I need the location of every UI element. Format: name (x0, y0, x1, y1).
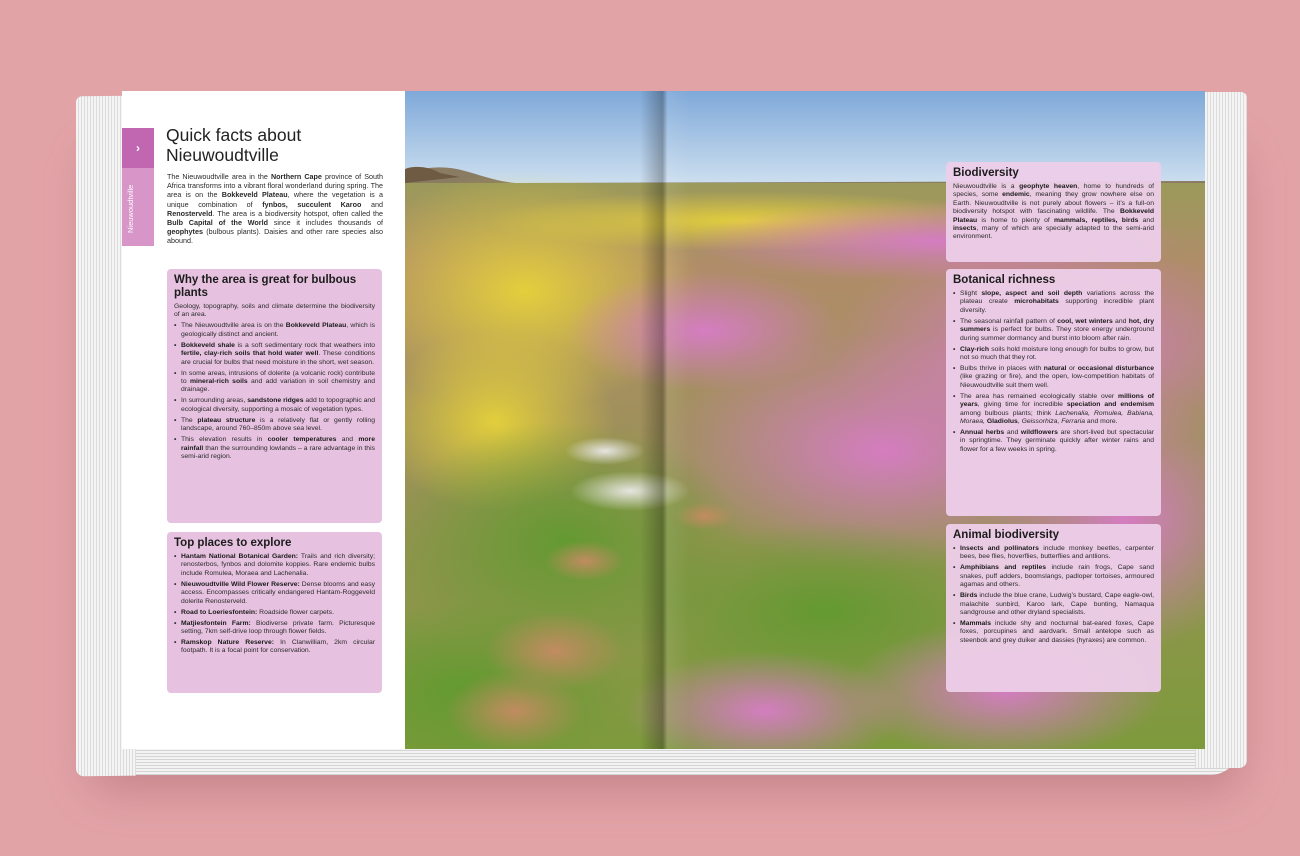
text-run: and add variation in soil chemistry and drainage. (181, 378, 376, 394)
top-places-list (174, 553, 375, 656)
text-run: is a relatively flat or gently rolling landscape, around 760–850m above sea level. (181, 416, 375, 433)
italic-text: Geissorhiza, Ferraria (1021, 418, 1086, 426)
animal-biodiversity-box (946, 524, 1161, 692)
why-bulbous-heading: Why the area is great for bulbous plants (174, 274, 357, 299)
list-item (953, 592, 1154, 617)
bold-text: Bulb Capital of the World (167, 218, 268, 228)
list-item (174, 553, 375, 578)
text-run: Trails and rich diversity; renosterbos, fynbos and dolomite koppies. Rare endemic bulbs include Romulea, Moraea and Lachenalia. (181, 553, 375, 577)
biodiversity-heading: Biodiversity (953, 167, 1019, 179)
text-run: In some areas, intrusions of dolerite (a volcanic rock) contribute to (181, 369, 375, 386)
bold-text: Bokkeveld shale (181, 341, 235, 349)
text-run: include the blue crane, Ludwig’s bustard, Cape eagle-owl, malachite sunbird, Karoo lark, Cape bunting, Namaqua sandgrouse and other dryland specialists. (960, 592, 1154, 617)
bold-text: slope, aspect and soil depth (981, 290, 1083, 297)
why-bulbous-list (174, 322, 375, 461)
text-run: , where the vegetation is a unique combination of (167, 190, 383, 209)
text-run: , which is geologically distinct and ancient. (181, 322, 375, 338)
bold-text: mammals, reptiles, birds (1054, 216, 1139, 224)
text-run: . These conditions are crucial for bulbs that need moisture in the short, wet season. (181, 350, 375, 366)
botanical-richness-heading: Botanical richness (953, 274, 1056, 286)
text-run: include rain frogs, Cape sand snakes, puff adders, boomslangs, padloper tortoises, armoured agamas and others. (960, 564, 1154, 589)
text-run: The Nieuwoudtville area is on the (181, 322, 286, 330)
bold-text: Ramskop Nature Reserve: (181, 639, 274, 647)
text-run: province of South Africa transforms into a vibrant floral wonderland during spring. The area is on the (167, 172, 384, 200)
bold-text: speciation and endemism (1066, 401, 1154, 409)
list-item (174, 581, 375, 606)
bold-text: Mammals (960, 620, 991, 628)
list-item (953, 318, 1154, 343)
text-run: , (1017, 418, 1022, 426)
text-run: and (1112, 317, 1129, 325)
list-item (174, 370, 375, 395)
bold-text: Annual herbs (960, 429, 1005, 437)
list-item (174, 342, 375, 367)
text-run: and (336, 436, 359, 444)
list-item (174, 417, 375, 434)
bold-text: Birds (960, 592, 978, 600)
chevron-right-icon: › (122, 128, 154, 168)
bold-text: Renosterveld (167, 208, 213, 218)
book-gutter-shadow (640, 91, 690, 749)
bold-text: cooler temperatures (267, 436, 337, 444)
bold-text: natural (1043, 365, 1067, 373)
text-run: since it includes thousands of (268, 218, 383, 228)
bold-text: cool, wet winters (1057, 317, 1113, 325)
text-run: and (1004, 429, 1021, 437)
text-run: and more. (1085, 418, 1118, 426)
bold-text: Clay-rich (960, 345, 990, 353)
bold-text: Matjiesfontein Farm: (181, 619, 251, 627)
text-run: soils hold moisture long enough for bulbs to grow, but not so much that they rot. (960, 345, 1154, 362)
text-run: and (1138, 216, 1154, 224)
list-item (953, 346, 1154, 363)
list-item (953, 564, 1154, 589)
list-item (174, 620, 375, 637)
bold-text: mineral-rich soils (189, 378, 248, 386)
list-item (953, 429, 1154, 454)
text-run: is perfect for bulbs. They store energy underground during summer dormancy and burst into bloom after rain. (960, 326, 1154, 342)
text-run: Slight (960, 290, 982, 297)
text-run: Dense blooms and easy access. Encompasses critically endangered Hantam-Roggeveld dolerite Renosterveld. (181, 580, 375, 605)
text-run: are short-lived but spectacular in springtime. They germinate quickly after winter rains and flower for a few weeks in spring. (960, 429, 1154, 453)
text-run: The Nieuwoudtville area in the (167, 172, 271, 181)
text-run: The (181, 416, 198, 424)
text-run: . The area is a biodiversity hotspot, often called the (212, 208, 383, 218)
bold-text: Bokkeveld Plateau (953, 208, 1154, 224)
text-run: , home to hundreds of species, some (953, 183, 1154, 199)
text-run: In Clanwilliam, 2km circular footpath. It is a focal point for conservation. (181, 639, 375, 655)
text-run: Roadside flower carpets. (257, 608, 334, 616)
text-run: or (1066, 365, 1078, 373)
bold-text: more rainfall (181, 436, 375, 452)
bold-text: Nieuwoudtville Wild Flower Reserve: (181, 580, 300, 588)
text-run: among bulbous plants; think (960, 409, 1056, 417)
bold-text: hot, dry summers (960, 317, 1155, 334)
animal-biodiversity-heading: Animal biodiversity (953, 529, 1060, 541)
why-bulbous-box (167, 269, 382, 523)
bold-text: sandstone ridges (247, 397, 304, 405)
text-run: include shy and nocturnal bat-eared foxes, Cape foxes, porcupines and aardvark. Small antelope such as steenbok and grey duiker and dassies (hyraxes) are common. (960, 620, 1154, 644)
list-item (174, 397, 375, 414)
italic-text: Lachenalia, Romulea, Babiana, Moraea, (960, 409, 1155, 426)
biodiversity-box (946, 162, 1161, 262)
text-run: is home to plenty of (977, 216, 1054, 224)
bold-text: fertile, clay-rich soils that hold water well (181, 350, 319, 358)
botanical-richness-list (953, 290, 1154, 454)
bold-text: insects (953, 225, 977, 233)
list-item (174, 609, 375, 617)
text-run: The seasonal rainfall pattern of (960, 317, 1058, 325)
chapter-side-tab (122, 128, 154, 246)
side-tab-label: Nieuwoudtville (126, 184, 135, 234)
bold-text: endemic (1002, 191, 1030, 199)
text-run: (like grazing or fire), and the open, low-competition habitats of Nieuwoudtville suit them well. (960, 373, 1154, 389)
text-run: than the surrounding lowlands – a rare advantage in this semi-arid region. (181, 444, 375, 461)
animal-biodiversity-list (953, 545, 1154, 645)
botanical-richness-box (946, 269, 1161, 516)
text-run: Bulbs thrive in places with (960, 365, 1044, 373)
bold-text: microhabitats (1014, 298, 1059, 306)
biodiversity-body (953, 183, 1154, 242)
text-run: and (361, 199, 383, 209)
text-run: , meaning they grow nowhere else on Earth. Nieuwoudtville is not purely about flowers – it’s a full-on biodiversity hotspot with fascinating wildlife. The (953, 191, 1154, 216)
list-item (953, 393, 1154, 427)
intro-paragraph (167, 172, 383, 246)
bold-text: Insects and pollinators (960, 545, 1039, 552)
list-item (953, 290, 1154, 315)
top-places-box (167, 532, 382, 693)
list-item (953, 545, 1154, 562)
text-run: Nieuwoudtville is a (953, 183, 1020, 190)
bold-text: wildflowers (1020, 429, 1058, 437)
text-run: The area has remained ecologically stable over (960, 392, 1119, 400)
top-places-heading: Top places to explore (174, 537, 292, 549)
text-run: is a soft sedimentary rock that weathers into (234, 341, 375, 349)
text-run: include monkey beetles, carpenter bees, bee flies, hoverflies, butterflies and antlions. (960, 545, 1154, 561)
bold-text: geophyte heaven (1019, 183, 1078, 190)
bold-text: occasional disturbance (1077, 365, 1155, 373)
list-item (953, 365, 1154, 390)
bold-text: geophytes (167, 227, 203, 237)
list-item (174, 436, 375, 461)
list-item (174, 639, 375, 656)
bold-text: Road to Loeriesfontein: (181, 608, 258, 616)
bold-text: plateau structure (197, 416, 256, 424)
bold-text: fynbos, succulent Karoo (262, 199, 362, 209)
text-run: This elevation results in (181, 436, 268, 444)
list-item (174, 322, 375, 339)
text-run: , many of which are specially adapted to the semi-arid environment. (953, 225, 1154, 241)
list-item (953, 620, 1154, 645)
text-run: variations across the plateau create (960, 290, 1154, 306)
bold-text: Amphibians and reptiles (960, 564, 1047, 572)
bold-text: millions of years (960, 392, 1154, 409)
bold-text: Gladiolus (986, 418, 1018, 426)
bold-text: Bokkeveld Plateau (285, 322, 347, 330)
text-run: In surrounding areas, (181, 397, 248, 405)
why-bulbous-lead: Geology, topography, soils and climate determine the biodiversity of an area. (174, 303, 375, 319)
bold-text: Hantam National Botanical Garden: (181, 553, 299, 560)
bold-text: Bokkeveld Plateau (221, 190, 288, 200)
text-run: (bulbous plants). Daisies and other rare species also abound. (167, 227, 383, 246)
text-run: supporting incredible plant diversity. (960, 298, 1154, 314)
text-run: Biodiverse private farm. Picturesque setting, 7km self-drive loop through flower fields. (181, 619, 375, 636)
page-title: Quick facts about Nieuwoudtville (166, 125, 302, 165)
text-run: add to topographic and ecological diversity, supporting a mosaic of vegetation types. (181, 397, 375, 413)
bold-text: Northern Cape (270, 172, 322, 181)
text-run: , giving time for incredible (977, 401, 1067, 409)
book-page-edges-bottom (90, 745, 1240, 775)
